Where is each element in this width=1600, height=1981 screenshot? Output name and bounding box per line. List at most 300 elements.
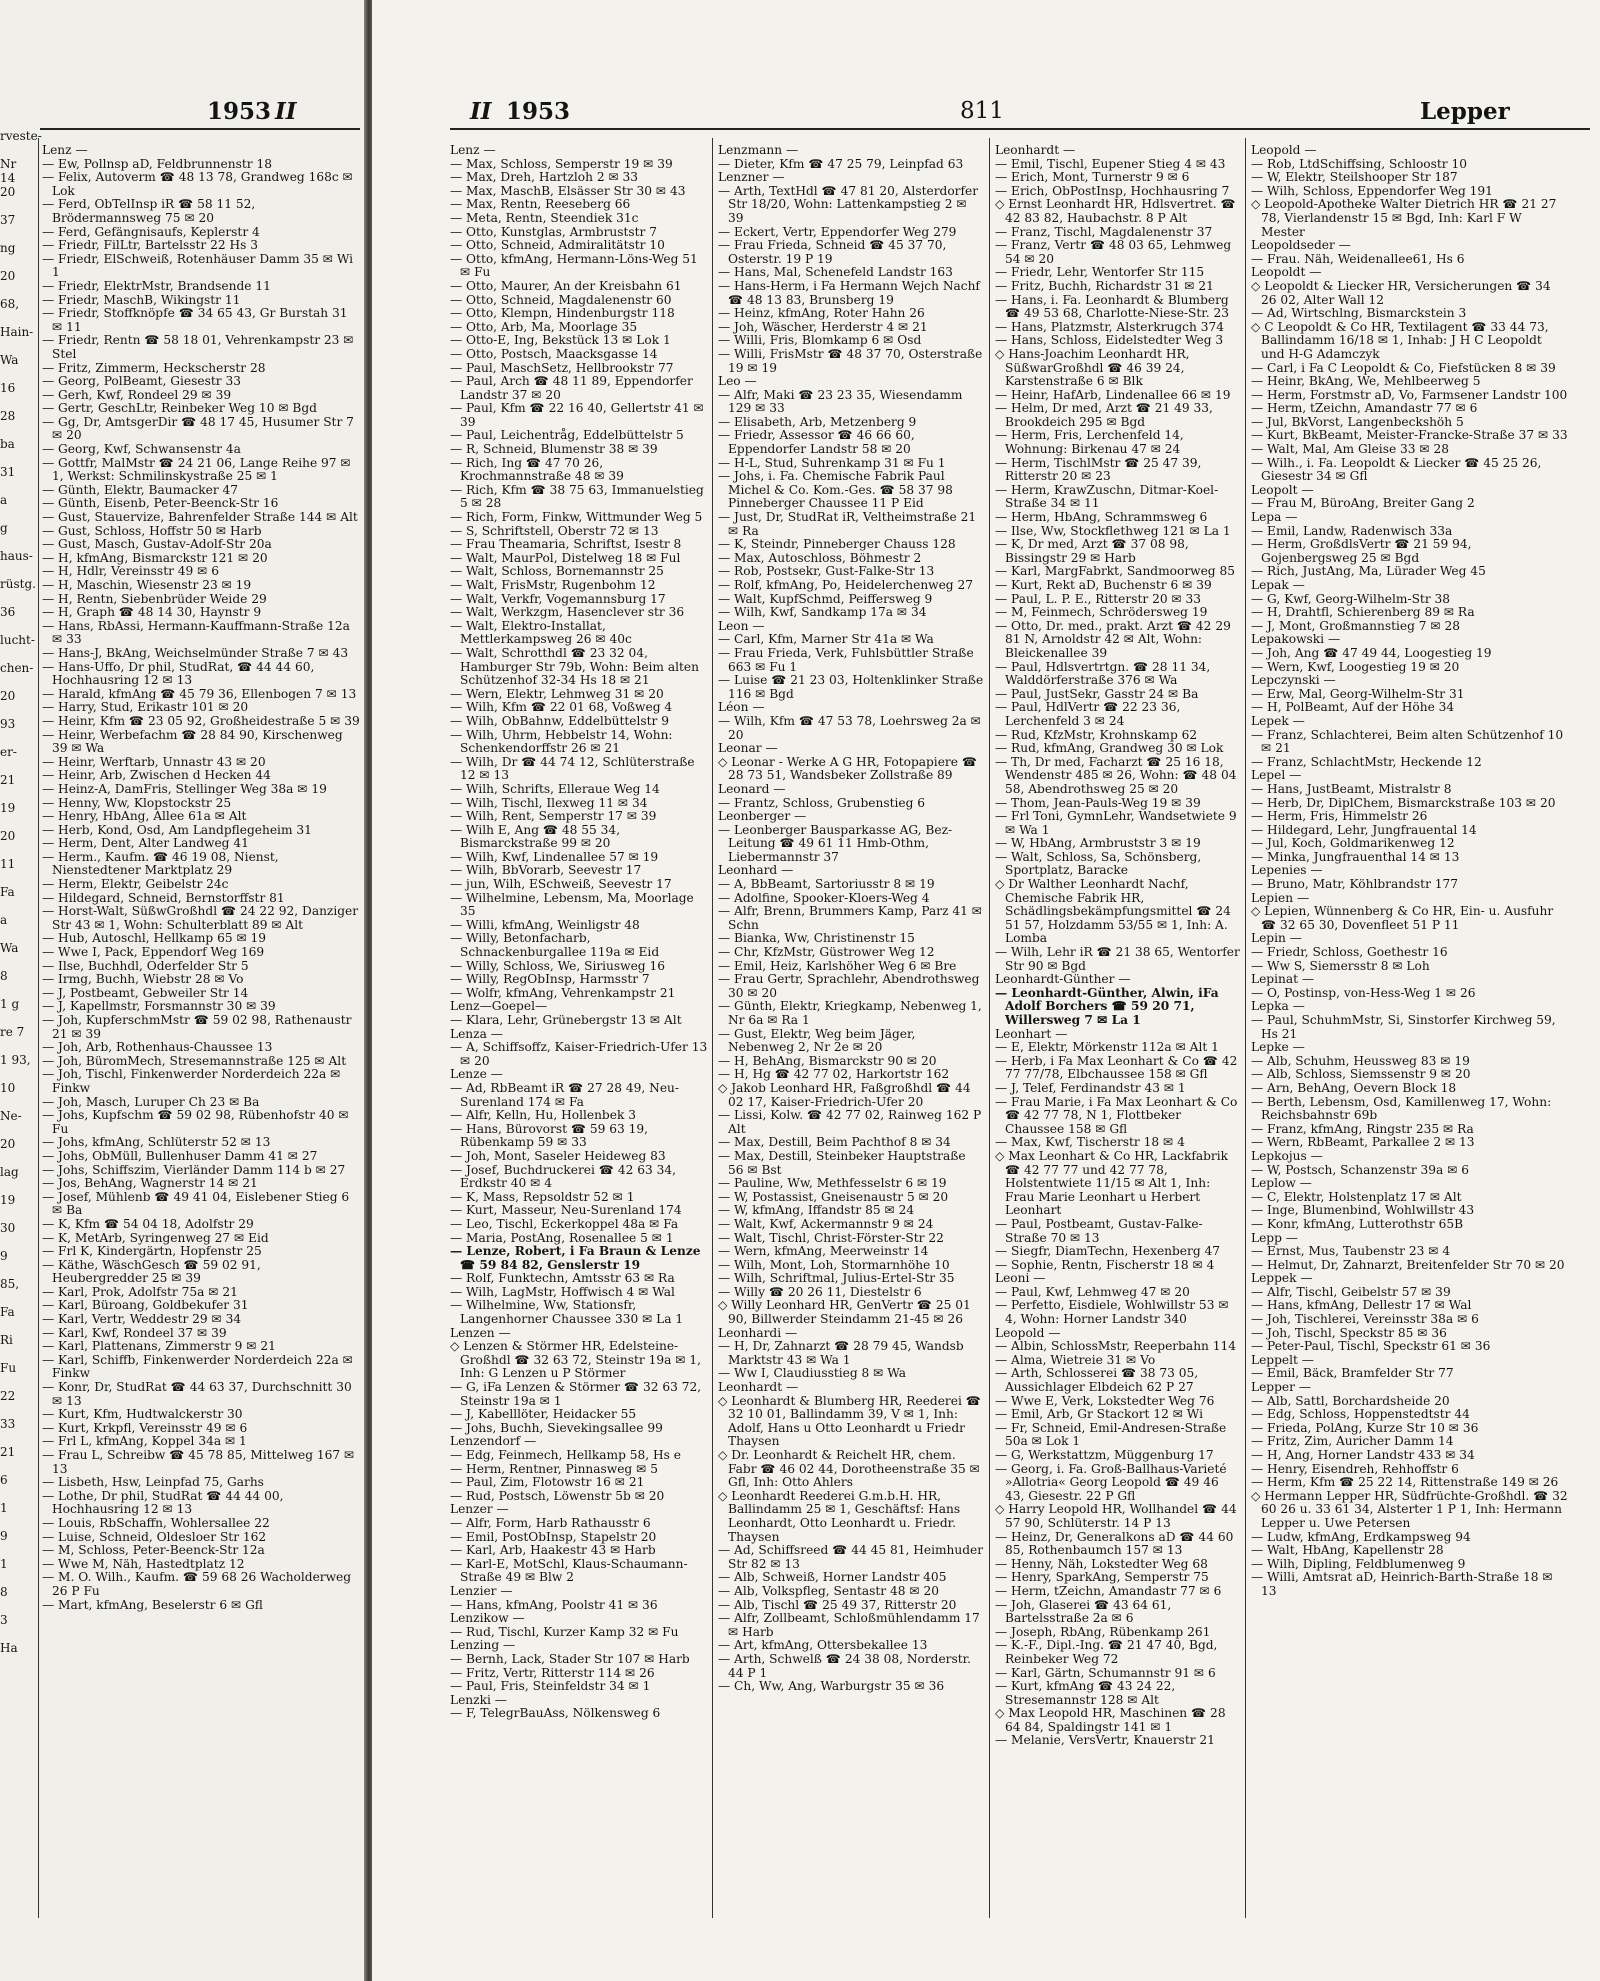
directory-entry: — M, Schloss, Peter-Beenck-Str 12a	[42, 1543, 265, 1558]
directory-entry: — Gust, Schloss, Hoffstr 50 ✉ Harb	[42, 523, 262, 538]
edge-fragment: a	[0, 493, 8, 507]
directory-entry: — Fritz, Zim, Auricher Damm 14	[1251, 1434, 1454, 1449]
directory-entry: — Willi, FrisMstr ☎ 48 37 70, Osterstraße 19 ✉ 19	[718, 346, 983, 375]
directory-entry: — Walt, Werkzgm, Hasenclever str 36	[450, 605, 685, 620]
directory-entry: — Frau Gertr, Sprachlehr, Abendrothsweg 30 ✉ 20	[718, 972, 980, 1000]
directory-entry: — Frieda, PolAng, Kurze Str 10 ✉ 36	[1251, 1420, 1479, 1435]
left-header-part: II	[275, 98, 297, 125]
edge-fragment: er-	[0, 745, 17, 759]
directory-entry: — Wilh, Kwf, Sandkamp 17a ✉ 34	[718, 605, 927, 620]
directory-entry: — Wilh, Dipling, Feldblumenweg 9	[1251, 1556, 1466, 1571]
directory-entry: — Luise ☎ 21 23 03, Holtenklinker Straße 116 ✉ Bgd	[718, 673, 984, 701]
directory-entry: — Herm., Kaufm. ☎ 46 19 08, Nienst, Nienstedtener Marktplatz 29	[42, 849, 279, 878]
edge-fragment: Nr 14	[0, 157, 17, 185]
directory-entry: — Wern, kfmAng, Meerweinstr 14	[718, 1244, 929, 1259]
section-heading: Leopold —	[995, 1325, 1061, 1340]
directory-entry: — Ilse, Buchhdl, Oderfelder Str 5	[42, 958, 249, 973]
directory-entry: — E, Elektr, Mörkenstr 112a ✉ Alt 1	[995, 1040, 1219, 1055]
directory-entry: — Maria, PostAng, Rosenallee 5 ✉ 1	[450, 1230, 674, 1245]
directory-entry: — Leonhardt-Günther, Alwin, iFa Adolf Borchers ☎ 59 20 71, Willersweg 7 ✉ La 1	[995, 985, 1219, 1027]
directory-entry: — Ferd, Gefängnisaufs, Keplerstr 4	[42, 224, 260, 239]
directory-entry: — Karl, MargFabrkt, Sandmoorweg 85	[995, 564, 1235, 579]
edge-fragment: 33	[0, 1417, 16, 1431]
directory-entry: — Herb, Kond, Osd, Am Landpflegeheim 31	[42, 822, 312, 837]
directory-entry: — Walt, Schrotthdl ☎ 23 32 04, Hamburger Str 79b, Wohn: Beim alten Schützenhof 32-34 Hs 18 ✉ 21	[450, 645, 699, 688]
directory-entry: — Art, kfmAng, Ottersbekallee 13	[718, 1638, 928, 1653]
section-heading: Leonhard —	[718, 863, 794, 878]
section-heading: Lenzner —	[718, 170, 785, 185]
directory-entry: — Wwe E, Verk, Lokstedter Weg 76	[995, 1393, 1215, 1408]
directory-entry: — Hans-J, BkAng, Weichselmünder Straße 7 ✉ 43	[42, 645, 349, 660]
directory-entry: — Heinr, BkAng, We, Mehlbeerweg 5	[1251, 374, 1481, 389]
directory-entry: ◇ Lepien, Wünnenberg & Co HR, Ein- u. Ausfuhr ☎ 32 65 30, Dovenfleet 51 P 11	[1251, 904, 1554, 932]
directory-entry: — Friedr, Lehr, Wentorfer Str 115	[995, 265, 1205, 280]
edge-fragment: 21	[0, 1445, 16, 1459]
directory-entry: — Karl, Schiffb, Finkenwerder Norderdeich 22a ✉ Finkw	[42, 1352, 353, 1381]
section-heading: Leonberger —	[718, 809, 807, 824]
directory-entry: — H, PolBeamt, Auf der Höhe 34	[1251, 700, 1455, 715]
directory-entry: — Wern, Elektr, Lehmweg 31 ✉ 20	[450, 686, 664, 701]
directory-entry: ◇ Leonhardt & Blumberg HR, Reederei ☎ 32 10 01, Ballindamm 39, V ✉ 1, Inh: Adolf, Hans u Otto Leonhardt u Friedr Thaysen	[718, 1393, 981, 1449]
edge-fragment: 30	[0, 1221, 16, 1235]
directory-entry: — Joh, Arb, Rothenhaus-Chaussee 13	[42, 1040, 273, 1055]
directory-entry: — Alb, Schuhm, Heussweg 83 ✉ 19	[1251, 1053, 1470, 1068]
directory-entry: — Herm, Forstmstr aD, Vo, Farmsener Landstr 100	[1251, 387, 1568, 402]
directory-entry: — Heinz-A, DamFris, Stellinger Weg 38a ✉ 19	[42, 781, 327, 796]
edge-fragment: 3	[0, 1613, 8, 1627]
directory-entry: — Kurt, Rekt aD, Buchenstr 6 ✉ 39	[995, 578, 1212, 592]
directory-entry: — Karl, Vertr, Weddestr 29 ✉ 34	[42, 1312, 242, 1327]
directory-entry: — H, Ang, Horner Landstr 433 ✉ 34	[1251, 1448, 1475, 1462]
directory-entry: — Alfr, Tischl, Geibelstr 57 ✉ 39	[1251, 1284, 1451, 1299]
directory-entry: — Günth, Elektr, Baumacker 47	[42, 482, 239, 497]
directory-entry: — Max, Schloss, Semperstr 19 ✉ 39	[450, 156, 673, 171]
directory-entry: — Frl K, Kindergärtn, Hopfenstr 25	[42, 1244, 262, 1259]
directory-entry: — Max, Destill, Beim Pachthof 8 ✉ 34	[718, 1135, 951, 1150]
directory-entry: — Otto, Maurer, An der Kreisbahn 61	[450, 278, 682, 293]
directory-entry: — Frl Toni, GymnLehr, Wandsetwiete 9 ✉ Wa 1	[995, 809, 1237, 837]
page-number: 811	[960, 98, 1004, 124]
directory-entry: — Friedr, Rentn ☎ 58 18 01, Vehrenkampstr 23 ✉ Stel	[42, 333, 354, 361]
directory-entry: — Chr, KfzMstr, Güstrower Weg 12	[718, 945, 935, 960]
directory-entry: — Lisbeth, Hsw, Leinpfad 75, Garhs	[42, 1475, 264, 1490]
directory-entry: — Wilh, Dr ☎ 44 74 12, Schlüterstraße 12 ✉ 13	[450, 754, 695, 783]
directory-entry: — Alfr, Form, Harb Rathausstr 6	[450, 1515, 651, 1530]
directory-entry: — Hans-Herm, i Fa Hermann Wejch Nachf ☎ 48 13 83, Brunsberg 19	[718, 278, 980, 307]
directory-entry: — Pauline, Ww, Methfesselstr 6 ✉ 19	[718, 1176, 947, 1191]
directory-entry: — Alfr, Maki ☎ 23 23 35, Wiesendamm 129 ✉ 33	[718, 387, 963, 416]
directory-entry: — Hub, Autoschl, Hellkamp 65 ✉ 19	[42, 931, 267, 946]
edge-fragment: 93	[0, 717, 16, 731]
directory-entry: — G, iFa Lenzen & Störmer ☎ 32 63 72, Steinstr 19a ✉ 1	[450, 1380, 702, 1408]
directory-entry: — Walt, Schloss, Bornemannstr 25	[450, 564, 664, 579]
section-heading: Lepin —	[1251, 931, 1302, 946]
section-heading: Leonhardt —	[995, 143, 1076, 157]
directory-entry: — Karl, Kwf, Rondeel 37 ✉ 39	[42, 1325, 227, 1340]
directory-entry: — K, Steindr, Pinneberger Chauss 128	[718, 537, 956, 552]
directory-entry: — Otto, Schneid, Admiralitätstr 10	[450, 238, 665, 253]
edge-fragment: 20	[0, 689, 16, 703]
directory-entry: — Jul, BkVorst, Langenbeckshöh 5	[1251, 414, 1464, 429]
section-heading: Leonar —	[718, 741, 778, 756]
directory-entry: — Heinr, Kfm ☎ 23 05 92, Großheidestraße 5 ✉ 39	[42, 713, 360, 728]
left-edge-fragments	[0, 129, 42, 1670]
directory-entry: — Paul, Fris, Steinfeldstr 34 ✉ 1	[450, 1679, 651, 1694]
directory-entry: — Joseph, RbAng, Rübenkamp 261	[995, 1624, 1211, 1639]
directory-entry: — Elisabeth, Arb, Metzenberg 9	[718, 414, 917, 429]
section-heading: Leonard —	[718, 781, 786, 796]
directory-entry: — Wilh, BbVorarb, Seevestr 17	[450, 863, 642, 878]
directory-entry: — Kurt, BkBeamt, Meister-Francke-Straße 37 ✉ 33	[1251, 428, 1568, 443]
directory-entry: — Karl, Arb, Haakestr 43 ✉ Harb	[450, 1543, 656, 1558]
edge-fragment: ba	[0, 437, 15, 451]
edge-fragment: Wa	[0, 941, 19, 955]
directory-entry: ◇ Leopoldt & Liecker HR, Versicherungen ☎ 34 26 02, Alter Wall 12	[1251, 278, 1551, 307]
section-heading: Leonhardt-Günther —	[995, 972, 1131, 987]
directory-entry: — S, Schriftstell, Oberstr 72 ✉ 13	[450, 523, 659, 538]
directory-entry: ◇ Lenzen & Störmer HR, Edelsteine-Großhdl ☎ 32 63 72, Steinstr 19a ✉ 1, Inh: G Lenzen u P Störmer	[450, 1339, 701, 1381]
directory-entry: — Paul, Arch ☎ 48 11 89, Eppendorfer Landstr 37 ✉ 20	[450, 374, 693, 402]
edge-fragment: 20	[0, 829, 16, 843]
edge-fragment: 8	[0, 1585, 8, 1599]
section-heading: Lepa —	[1251, 510, 1298, 525]
directory-entry: — Walt, Tischl, Christ-Förster-Str 22	[718, 1230, 944, 1245]
directory-entry: — Lothe, Dr phil, StudRat ☎ 44 44 00, Hochhausring 12 ✉ 13	[42, 1488, 284, 1517]
directory-entry: — Ludw, kfmAng, Erdkampsweg 94	[1251, 1529, 1471, 1544]
directory-entry: — Wilh, Lehr iR ☎ 21 38 65, Wentorfer Str 90 ✉ Bgd	[995, 945, 1240, 973]
directory-entry: ◇ Dr Walther Leonhardt Nachf, Chemische Fabrik HR, Schädlingsbekämpfungsmittel ☎ 24 51 57, Holzdamm 53/55 ✉ 1, Inh: A. Lomba	[995, 877, 1231, 946]
directory-entry: — Gust, Stauervize, Bahrenfelder Straße 144 ✉ Alt	[42, 510, 358, 525]
directory-entry: — Rich, Form, Finkw, Wittmunder Weg 5	[450, 510, 703, 525]
directory-entry: — K.-F., Dipl.-Ing. ☎ 21 47 40, Bgd, Reinbeker Weg 72	[995, 1638, 1218, 1666]
directory-entry: — Edg, Schloss, Hoppenstedtstr 44	[1251, 1407, 1470, 1422]
edge-fragment: chen-	[0, 661, 34, 675]
directory-entry: — Friedr, FilLtr, Bartelsstr 22 Hs 3	[42, 238, 259, 253]
directory-entry: — Hans, Mal, Schenefeld Landstr 163	[718, 265, 953, 280]
left-page-header	[0, 98, 372, 132]
directory-entry: — Fritz, Vertr, Ritterstr 114 ✉ 26	[450, 1665, 655, 1680]
directory-entry: — Ferd, ObTelInsp iR ☎ 58 11 52, Brödermannsweg 75 ✉ 20	[42, 197, 256, 225]
directory-entry: — Gottfr, MalMstr ☎ 24 21 06, Lange Reihe 97 ✉ 1, Werkst: Schmilinskystraße 25 ✉ 1	[42, 455, 351, 484]
directory-entry: — Lissi, Kolw. ☎ 42 77 02, Rainweg 162 P Alt	[718, 1108, 982, 1136]
directory-entry: — Johs, kfmAng, Schlüterstr 52 ✉ 13	[42, 1135, 271, 1150]
section-heading: Lenze —	[450, 1067, 503, 1082]
directory-entry: — Max, Kwf, Tischerstr 18 ✉ 4	[995, 1135, 1185, 1150]
edge-fragment: 68,	[0, 297, 20, 311]
directory-entry: — Wilhelmine, Ww, Stationsfr, Langenhorner Chaussee 330 ✉ La 1	[450, 1298, 684, 1327]
directory-entry: ◇ C Leopoldt & Co HR, Textilagent ☎ 33 44 73, Ballindamm 16/18 ✉ 1, Inhab: J H C Leopoldt und H-G Adamczyk	[1251, 319, 1549, 361]
directory-entry: — Paul, Hdlsvertrtgn. ☎ 28 11 34, Walddörferstraße 376 ✉ Wa	[995, 659, 1211, 688]
directory-entry: — Frau L, Schreibw ☎ 45 78 85, Mittelweg 167 ✉ 13	[42, 1448, 355, 1476]
edge-fragment: 10	[0, 1081, 16, 1095]
section-heading: Lepek —	[1251, 713, 1305, 728]
directory-entry: — Wilh, Schrifts, Elleraue Weg 14	[450, 781, 660, 796]
directory-entry: — Rud, Postsch, Löwenstr 5b ✉ 20	[450, 1488, 665, 1503]
directory-entry: — Henry, Eisendreh, Rehhoffstr 6	[1251, 1461, 1459, 1476]
directory-entry: — Walt, HbAng, Kapellenstr 28	[1251, 1543, 1444, 1558]
directory-entry: — Josef, Mühlenb ☎ 49 41 04, Eislebener Stieg 6 ✉ Ba	[42, 1189, 350, 1218]
directory-entry: — Wilh, Mont, Loh, Stormarnhöhe 10	[718, 1257, 950, 1272]
section-heading: Lenzing —	[450, 1638, 516, 1653]
directory-entry: — Paul, Zim, Flotowstr 16 ✉ 21	[450, 1475, 645, 1490]
section-heading: Leppek —	[1251, 1271, 1313, 1286]
directory-entry: — Herm, tZeichn, Amandastr 77 ✉ 6	[995, 1583, 1222, 1598]
section-heading: Lepper —	[1251, 1380, 1312, 1395]
directory-entry: — Johs, Schiffszim, Vierländer Damm 114 b ✉ 27	[42, 1162, 346, 1177]
directory-entry: — Konr, Dr, StudRat ☎ 44 63 37, Durchschnitt 30 ✉ 13	[42, 1380, 352, 1408]
directory-entry: — Ernst, Mus, Taubenstr 23 ✉ 4	[1251, 1244, 1451, 1259]
directory-entry: — Ad, Wirtschlng, Bismarckstein 3	[1251, 306, 1467, 321]
edge-fragment: 1 93,	[0, 1053, 31, 1067]
directory-entry: — W, Postassist, Gneisenaustr 5 ✉ 20	[718, 1189, 949, 1204]
directory-entry: — Franz, Vertr ☎ 48 03 65, Lehmweg 54 ✉ 20	[995, 238, 1232, 266]
edge-fragment: 21	[0, 773, 16, 787]
directory-entry: — Willy, Schloss, We, Siriusweg 16	[450, 958, 665, 973]
directory-entry: — Hans, Bürovorst ☎ 59 63 19, Rübenkamp 59 ✉ 33	[450, 1121, 649, 1150]
directory-entry: — Gerh, Kwf, Rondeel 29 ✉ 39	[42, 387, 232, 402]
directory-entry: — Rob, LtdSchiffsing, Schloostr 10	[1251, 156, 1468, 171]
directory-entry: — Johs, i. Fa. Chemische Fabrik Paul Michel & Co. Kom.-Ges. ☎ 58 37 98 Pinneberger Chaussee 11 P Eid	[718, 469, 953, 511]
directory-entry: — Heinz, kfmAng, Roter Hahn 26	[718, 306, 925, 321]
directory-entry: — Max, Autoschloss, Böhmestr 2	[718, 550, 922, 565]
directory-entry: — Max, Rentn, Reeseberg 66	[450, 197, 631, 212]
directory-entry: — Kurt, Kfm, Hudtwalckerstr 30	[42, 1407, 243, 1422]
directory-entry: — Herm, Fris, Lerchenfeld 14, Wohnung: Birkenau 47 ✉ 24	[995, 428, 1184, 457]
directory-entry: — Hans, JustBeamt, Mistralstr 8	[1251, 781, 1452, 796]
directory-entry: — Frau. Näh, Weidenallee61, Hs 6	[1251, 251, 1465, 266]
directory-entry: — H, kfmAng, Bismarckstr 121 ✉ 20	[42, 550, 268, 565]
directory-entry: — Frau Frieda, Verk, Fuhlsbüttler Straße 663 ✉ Fu 1	[718, 645, 974, 674]
directory-entry: — Johs, Kupfschm ☎ 59 02 98, Rübenhofstr 40 ✉ Fu	[42, 1108, 349, 1136]
directory-entry: — Luise, Schneid, Oldesloer Str 162	[42, 1529, 267, 1544]
directory-entry: — Kurt, Krkpfl, Vereinsstr 49 ✉ 6	[42, 1420, 248, 1435]
directory-entry: — Herm, KrawZuschn, Ditmar-Koel-Straße 34 ✉ 11	[995, 482, 1219, 511]
directory-entry: — Friedr, MaschB, Wikingstr 11	[42, 292, 241, 307]
edge-fragment: 6	[0, 1473, 8, 1487]
directory-entry: — Leonberger Bausparkasse AG, Bez-Leitung ☎ 49 61 11 Hmb-Othm, Liebermannstr 37	[718, 822, 953, 864]
section-heading: Leopold —	[1251, 143, 1317, 157]
section-heading: Lenzikow —	[450, 1611, 525, 1626]
edge-fragment: 9	[0, 1249, 8, 1263]
left-header-rule	[40, 128, 360, 130]
directory-entry: — W, kfmAng, Iffandstr 85 ✉ 24	[718, 1203, 915, 1218]
section-heading: Lenzier —	[450, 1583, 513, 1598]
directory-entry: — Alb, Tischl ☎ 25 49 37, Ritterstr 20	[718, 1597, 957, 1612]
section-heading: Lepkojus —	[1251, 1148, 1323, 1163]
directory-entry: — Wilh, Schriftmal, Julius-Ertel-Str 35	[718, 1271, 955, 1286]
edge-fragment: lag	[0, 1165, 19, 1179]
directory-entry: — H, Hdlr, Vereinsstr 49 ✉ 6	[42, 564, 220, 579]
section-heading: Lenz—Goepel—	[450, 999, 548, 1014]
directory-entry: — Willi, Fris, Blomkamp 6 ✉ Osd	[718, 333, 922, 348]
directory-entry: — Otto, kfmAng, Hermann-Löns-Weg 51 ✉ Fu	[450, 251, 698, 280]
directory-entry: — Walt, Schloss, Sa, Schönsberg, Sportplatz, Baracke	[995, 849, 1202, 878]
edge-fragment: 8	[0, 969, 8, 983]
directory-entry: — H, Rentn, Siebenbrüder Weide 29	[42, 591, 267, 606]
directory-entry: — Käthe, WäschGesch ☎ 59 02 91, Heubergredder 25 ✉ 39	[42, 1257, 261, 1286]
directory-entry: — K, MetArb, Syringenweg 27 ✉ Eid	[42, 1230, 269, 1245]
directory-entry: — Frau Marie, i Fa Max Leonhart & Co ☎ 42 77 78, N 1, Flottbeker Chaussee 158 ✉ Gfl	[995, 1094, 1238, 1136]
section-heading: Lepke —	[1251, 1040, 1305, 1055]
directory-entry: — Inge, Blumenbind, Wohlwillstr 43	[1251, 1203, 1475, 1218]
directory-entry: — Wolfr, kfmAng, Vehrenkampstr 21	[450, 985, 676, 1000]
directory-entry: — Ww S, Siemersstr 8 ✉ Loh	[1251, 958, 1430, 973]
directory-column-3	[995, 144, 1241, 1748]
directory-entry: — Friedr, ElektrMstr, Brandsende 11	[42, 278, 271, 293]
directory-entry: ◇ Hermann Lepper HR, Südfrüchte-Großhdl. ☎ 32 60 26 u. 33 61 34, Alsterter 1 P 1, Inh: Hermann Lepper u. Uwe Petersen	[1251, 1488, 1568, 1530]
directory-entry: — Walt, Elektro-Installat, Mettlerkampsweg 26 ✉ 40c	[450, 618, 632, 647]
directory-entry: — Klara, Lehr, Grünebergstr 13 ✉ Alt	[450, 1013, 682, 1027]
directory-entry: — Henny, Ww, Klopstockstr 25	[42, 795, 232, 810]
directory-entry: ◇ Leonar - Werke A G HR, Fotopapiere ☎ 28 73 51, Wandsbeker Zollstraße 89	[718, 754, 978, 783]
directory-entry: — Max, Dreh, Hartzloh 2 ✉ 33	[450, 170, 639, 185]
directory-entry: — Bruno, Matr, Köhlbrandstr 177	[1251, 877, 1459, 892]
directory-entry: — Adolfine, Spooker-Kloers-Weg 4	[718, 890, 930, 905]
directory-entry: — Sophie, Rentn, Fischerstr 18 ✉ 4	[995, 1257, 1215, 1272]
directory-entry: — Erich, ObPostInsp, Hochhausring 7	[995, 183, 1230, 198]
directory-entry: — Irmg, Buchh, Wiebstr 28 ✉ Vo	[42, 972, 244, 987]
directory-entry: — Just, Dr, StudRat iR, Veltheimstraße 21 ✉ Ra	[718, 510, 977, 538]
directory-entry: — Ad, Schiffsreed ☎ 44 45 81, Heimhuder Str 82 ✉ 13	[718, 1543, 984, 1571]
directory-entry: ◇ Willy Leonhard HR, GenVertr ☎ 25 01 90, Billwerder Steindamm 21-45 ✉ 26	[718, 1298, 971, 1327]
directory-entry: — Herm, GroßdlsVertr ☎ 21 59 94, Gojenbergsweg 25 ✉ Bgd	[1251, 537, 1472, 565]
section-heading: Leonhardt —	[718, 1380, 799, 1395]
directory-entry: — Alb, Volkspfleg, Sentastr 48 ✉ 20	[718, 1583, 939, 1598]
directory-entry: — Otto, Dr. med., prakt. Arzt ☎ 42 29 81 N, Arnoldstr 42 ✉ Alt, Wohn: Bleickenallee 39	[995, 618, 1231, 660]
directory-entry: — Heinz, Dr, Generalkons aD ☎ 44 60 85, Rothenbaumch 157 ✉ 13	[995, 1529, 1234, 1558]
edge-fragment: re 7	[0, 1025, 25, 1039]
section-heading: Leppelt —	[1251, 1352, 1314, 1367]
directory-entry: — Emil, Bäck, Bramfelder Str 77	[1251, 1366, 1454, 1381]
edge-fragment: 22	[0, 1389, 16, 1403]
directory-entry: — A, Schiffsoffz, Kaiser-Friedrich-Ufer 13 ✉ 20	[450, 1040, 708, 1068]
section-heading: Lepak —	[1251, 578, 1305, 592]
directory-entry: — C, Elektr, Holstenplatz 17 ✉ Alt	[1251, 1189, 1462, 1204]
directory-entry: — Karl, Plattenans, Zimmerstr 9 ✉ 21	[42, 1339, 276, 1354]
directory-entry: — Thom, Jean-Pauls-Weg 19 ✉ 39	[995, 795, 1201, 810]
directory-entry: — Louis, RbSchaffn, Wohlersallee 22	[42, 1515, 270, 1530]
directory-entry: — F, TelegrBauAss, Nölkensweg 6	[450, 1706, 661, 1721]
directory-entry: — Frau M, BüroAng, Breiter Gang 2	[1251, 496, 1475, 511]
directory-entry: — Johs, Buchh, Sievekingsallee 99	[450, 1420, 663, 1435]
directory-entry: — Mart, kfmAng, Beselerstr 6 ✉ Gfl	[42, 1597, 263, 1612]
directory-entry: — Paul, Kwf, Lehmweg 47 ✉ 20	[995, 1284, 1190, 1299]
directory-entry: — Alfr, Kelln, Hu, Hollenbek 3	[450, 1108, 636, 1123]
directory-entry: — Wilh, Uhrm, Hebbelstr 14, Wohn: Schenkendorffstr 26 ✉ 21	[450, 727, 673, 756]
directory-entry: — Herm, tZeichn, Amandastr 77 ✉ 6	[1251, 401, 1478, 416]
directory-entry: — Frl L, kfmAng, Koppel 34a ✉ 1	[42, 1434, 247, 1449]
directory-entry: — Herb, i Fa Max Leonhart & Co ☎ 42 77 77/78, Elbchaussee 158 ✉ Gfl	[995, 1053, 1238, 1082]
directory-entry: — Frau Theamaria, Schriftst, Isestr 8	[450, 537, 682, 552]
directory-entry: — H, Graph ☎ 48 14 30, Haynstr 9	[42, 605, 262, 620]
directory-entry: — Georg, PolBeamt, Giesestr 33	[42, 374, 241, 389]
directory-entry: — Wilh, ObBahnw, Eddelbüttelstr 9	[450, 713, 669, 728]
directory-entry: — Henry, SparkAng, Semperstr 75	[995, 1570, 1209, 1585]
directory-entry: — H, Dr, Zahnarzt ☎ 28 79 45, Wandsb Marktstr 43 ✉ Wa 1	[718, 1339, 964, 1367]
directory-entry: — H-L, Stud, Suhrenkamp 31 ✉ Fu 1	[718, 455, 946, 470]
section-heading: Lenzki —	[450, 1692, 507, 1707]
directory-entry: ◇ Harry Leopold HR, Wollhandel ☎ 44 57 90, Schlüterstr. 14 P 13	[995, 1502, 1237, 1530]
directory-entry: — Hildegard, Schneid, Bernstorffstr 81	[42, 890, 285, 905]
directory-entry: — Arn, BehAng, Oevern Block 18	[1251, 1080, 1457, 1095]
directory-entry: — Herm, Rentner, Pinnasweg ✉ 5	[450, 1461, 658, 1476]
directory-entry: — Walt, Kwf, Ackermannstr 9 ✉ 24	[718, 1216, 934, 1231]
directory-entry: — Siegfr, DiamTechn, Hexenberg 47	[995, 1244, 1221, 1259]
directory-entry: — H, Hg ☎ 42 77 02, Harkortstr 162	[718, 1067, 950, 1082]
directory-entry: — Heinr, HafArb, Lindenallee 66 ✉ 19	[995, 387, 1231, 402]
directory-entry: — Bernh, Lack, Stader Str 107 ✉ Harb	[450, 1651, 690, 1666]
directory-entry: — Edg, Feinmech, Hellkamp 58, Hs e	[450, 1448, 681, 1462]
directory-entry: — Hildegard, Lehr, Jungfrauental 14	[1251, 822, 1477, 837]
section-heading: Lenzmann —	[718, 143, 799, 157]
directory-entry: — Joh, Glaserei ☎ 43 64 61, Bartelsstraße 2a ✉ 6	[995, 1597, 1172, 1626]
edge-fragment: 19	[0, 801, 16, 815]
directory-entry: — Emil, Arb, Gr Stackort 12 ✉ Wi	[995, 1407, 1204, 1422]
section-heading: Lenzer —	[450, 1502, 509, 1517]
directory-entry: — Th, Dr med, Facharzt ☎ 25 16 18, Wendenstr 485 ✉ 26, Wohn: ☎ 48 04 58, Abendrothsweg 25 ✉ 20	[995, 754, 1237, 796]
directory-entry: — Rolf, Funktechn, Amtsstr 63 ✉ Ra	[450, 1271, 675, 1286]
directory-entry: — K, Mass, Repsoldstr 52 ✉ 1	[450, 1189, 635, 1204]
directory-entry: — Kurt, Masseur, Neu-Surenland 174	[450, 1203, 682, 1218]
directory-entry: — Paul, MaschSetz, Hellbrookstr 77	[450, 360, 674, 375]
edge-fragment: 9	[0, 1529, 8, 1543]
directory-entry: — Helm, Dr med, Arzt ☎ 21 49 33, Brookdeich 295 ✉ Bgd	[995, 401, 1213, 429]
directory-entry: — H, Maschin, Wiesenstr 23 ✉ 19	[42, 578, 252, 592]
edge-fragment: 36	[0, 605, 16, 619]
section-heading: Lenzen —	[450, 1325, 511, 1340]
directory-column-4	[1251, 144, 1569, 1599]
section-heading: Lenzendorf —	[450, 1434, 537, 1449]
directory-entry: — Kurt, kfmAng ☎ 43 24 22, Stresemannstr 128 ✉ Alt	[995, 1679, 1176, 1707]
section-heading: Leonhardi —	[718, 1325, 798, 1340]
directory-entry: — Lenze, Robert, i Fa Braun & Lenze ☎ 59 84 82, Genslerstr 19	[450, 1244, 701, 1272]
section-heading: Lepinat —	[1251, 972, 1315, 987]
directory-entry: — Wilh, Kwf, Lindenallee 57 ✉ 19	[450, 849, 659, 864]
section-heading: Lepp —	[1251, 1230, 1298, 1245]
directory-entry: — Herm, Fris, Himmelstr 26	[1251, 809, 1428, 824]
directory-entry: — Herm, Elektr, Geibelstr 24c	[42, 877, 229, 892]
directory-entry: — Henry, HbAng, Allee 61a ✉ Alt	[42, 809, 247, 824]
directory-entry: — Jos, BehAng, Wagnerstr 14 ✉ 21	[42, 1176, 258, 1191]
directory-entry: — Günth, Eisenb, Peter-Beenck-Str 16	[42, 496, 279, 511]
section-heading: Léon —	[718, 700, 765, 715]
directory-entry: ◇ Max Leonhart & Co HR, Lackfabrik ☎ 42 77 77 und 42 77 78, Holstentwiete 11/15 ✉ Alt 1, Inh: Frau Marie Leonhart u Herbert Leonhart	[995, 1148, 1229, 1218]
directory-entry: — Herm, TischlMstr ☎ 25 47 39, Ritterstr 20 ✉ 23	[995, 455, 1202, 484]
edge-fragment: Ri	[0, 1333, 13, 1347]
directory-entry: — Ew, Pollnsp aD, Feldbrunnenstr 18	[42, 156, 272, 171]
directory-entry: — Arth, TextHdl ☎ 47 81 20, Alsterdorfer Str 18/20, Wohn: Lattenkampstieg 2 ✉ 39	[718, 183, 979, 225]
directory-entry: — Willy, Betonfacharb, Schnackenburgallee 119a ✉ Eid	[450, 931, 660, 960]
directory-entry: — Otto, Kunstglas, Armbruststr 7	[450, 224, 658, 239]
directory-entry: ◇ Jakob Leonhard HR, Faßgroßhdl ☎ 44 02 17, Kaiser-Friedrich-Ufer 20	[718, 1080, 971, 1109]
directory-entry: — Harald, kfmAng ☎ 45 79 36, Ellenbogen 7 ✉ 13	[42, 686, 357, 701]
directory-entry: — Dieter, Kfm ☎ 47 25 79, Leinpfad 63	[718, 156, 964, 171]
directory-entry: — Otto, Klempn, Hindenburgstr 118	[450, 306, 675, 321]
directory-entry: — Ilse, Ww, Stockflethweg 121 ✉ La 1	[995, 523, 1231, 538]
directory-entry: ◇ Hans-Joachim Leonhardt HR, SüßwarGroßhdl ☎ 46 39 24, Karstenstraße 6 ✉ Blk	[995, 346, 1190, 389]
section-heading: Lenz —	[450, 143, 496, 157]
directory-entry: — Fritz, Buchh, Richardstr 31 ✉ 21	[995, 278, 1214, 293]
running-head: Lepper	[1420, 98, 1510, 125]
directory-entry: — Joh, KupferschmMstr ☎ 59 02 98, Rathenaustr 21 ✉ 39	[42, 1013, 352, 1041]
directory-entry: — Alfr, Brenn, Brummers Kamp, Parz 41 ✉ Schn	[718, 904, 982, 932]
directory-entry: — Meta, Rentn, Steendiek 31c	[450, 210, 639, 225]
directory-entry: — J, Mont, Großmannstieg 7 ✉ 28	[1251, 618, 1461, 633]
directory-entry: — H, Drahtfl, Schierenberg 89 ✉ Ra	[1251, 605, 1475, 620]
directory-entry: — O, Postinsp, von-Hess-Weg 1 ✉ 26	[1251, 985, 1476, 1000]
directory-entry: — K, Dr med, Arzt ☎ 37 08 98, Bissingstr 29 ✉ Harb	[995, 537, 1189, 565]
directory-entry: — Wilh, Rent, Semperstr 17 ✉ 39	[450, 809, 657, 824]
